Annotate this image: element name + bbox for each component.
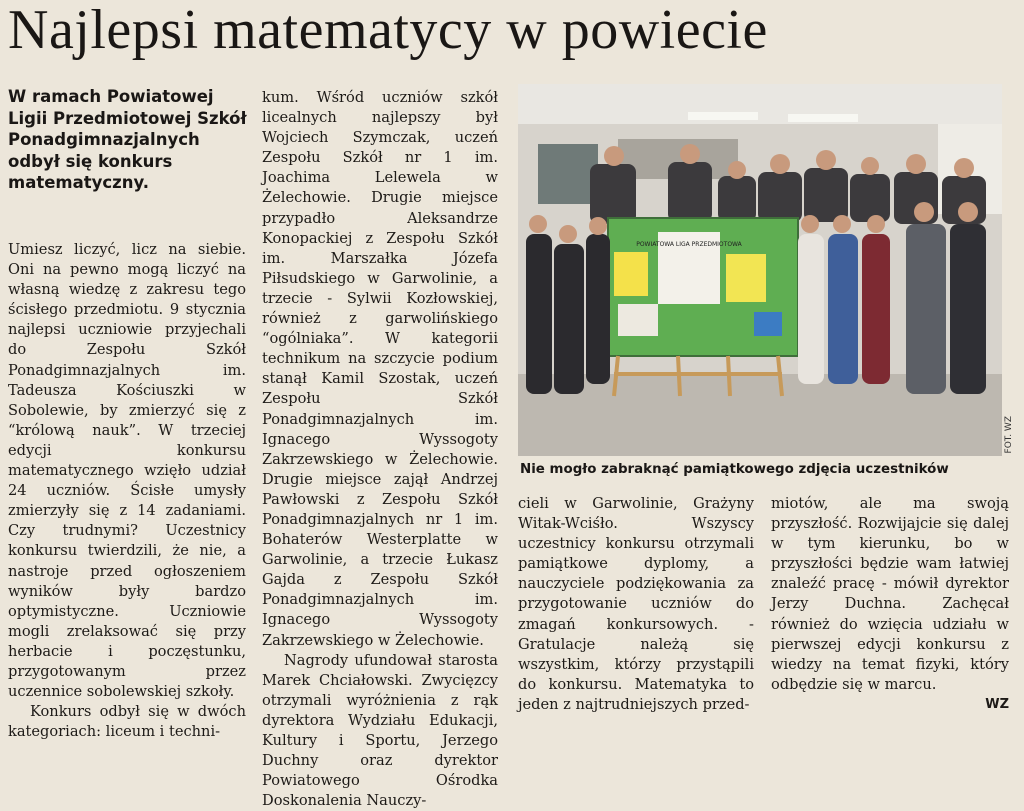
photo-credit: FOT. WZ xyxy=(1004,416,1014,454)
poster-text: POWIATOWA LIGA PRZEDMIOTOWA xyxy=(636,241,742,248)
paragraph: Nagrody ufundował starosta Marek Chciałowski. Zwycięzcy otrzymali wyróżnienia z rąk dyrektora Wydziału Edukacji, Kultury i Sportu, Jerzego Duchny oraz dyrektor Powiatowego Ośrodka Doskonalenia Nauczy- xyxy=(262,651,498,810)
group-photo-illustration xyxy=(518,84,1002,456)
column-3 xyxy=(518,494,754,715)
group-photo xyxy=(518,84,1002,456)
paragraph: Konkurs odbył się w dwóch kategoriach: liceum i techni- xyxy=(8,703,246,741)
paragraph: kum. Wśród uczniów szkół licealnych najlepszy był Wojciech Szymczak, uczeń Zespołu Szkół nr 1 im. Joachima Lelewela w Żelechowie. Drugie miejsce przypadło Aleksandrze Konopackiej z Zespołu Szkół im. Marszałka Józefa Piłsudskiego w Garwolinie, a trzecie - Sylwii Kozłowskiej, również z garwolińskiego “ogólniaka”. W kategorii technikum na szczycie podium stanął Kamil Szostak, uczeń Zespołu Szkół Ponadgimnazjalnych im. Ignacego Wyssogoty Zakrzewskiego w Żelechowie. Drugie miejsce zajął Andrzej Pawłowski z Zespołu Szkół Ponadgimnazjalnych nr 1 im. Bohaterów Westerplatte w Garwolinie, a trzecie Łukasz Gajda z Zespołu Szkół Ponadgimnazjalnych im. Ignacego Wyssogoty Zakrzewskiego w Żelechowie. xyxy=(262,89,498,649)
paragraph: cieli w Garwolinie, Grażyny Witak-Wciśło. Wszyscy uczestnicy konkursu otrzymali pamiątkowe dyplomy, a nauczyciele podziękowania za przygotowanie uczniów do zmagań konkursowych. - Gratulacje należą się wszystkim, którzy przystąpili do konkursu. Matematyka to jeden z najtrudniejszych przed- xyxy=(518,495,754,713)
paragraph: miotów, ale ma swoją przyszłość. Rozwijajcie się dalej w tym kierunku, bo w przyszłości będzie wam łatwiej znaleźć pracę - mówił dyrektor Jerzy Duchna. Zachęcał również do wzięcia udziału w pierwszej edycji konkursu z wiedzy na temat fizyki, który odbędzie się w marcu. xyxy=(771,495,1009,693)
column-2 xyxy=(262,88,498,811)
page-title: Najlepsi matematycy w powiecie xyxy=(8,0,768,61)
author-signature: WZ xyxy=(985,696,1009,712)
column-4 xyxy=(771,494,1009,715)
photo-caption: Nie mogło zabraknąć pamiątkowego zdjęcia uczestników xyxy=(520,462,949,477)
column-1 xyxy=(8,240,246,742)
article-lead: W ramach Powiatowej Ligii Przedmiotowej Szkół Ponadgimnazjalnych odbył się konkurs matematyczny. xyxy=(8,87,247,192)
paragraph: Umiesz liczyć, licz na siebie. Oni na pewno mogą liczyć na własną wiedzę z zakresu tego ścisłego przedmiotu. 9 stycznia najlepsi uczniowie przyjechali do Zespołu Szkół Ponadgimnazjalnych im. Tadeusza Kościuszki w Sobolewie, by zmierzyć się z “królową nauk”. W trzeciej edycji konkursu matematycznego wzięło udział 24 uczniów. Ścisłe umysły zmierzyły się z 14 zadaniami. Czy trudnymi? Uczestnicy konkursu twierdzili, że nie, a nastroje przed ogłoszeniem wyników były bardzo optymistyczne. Uczniowie mogli zrelaksować się przy herbacie i poczęstunku, przygotowanym przez uczennice sobolewskiej szkoły. xyxy=(8,241,246,701)
